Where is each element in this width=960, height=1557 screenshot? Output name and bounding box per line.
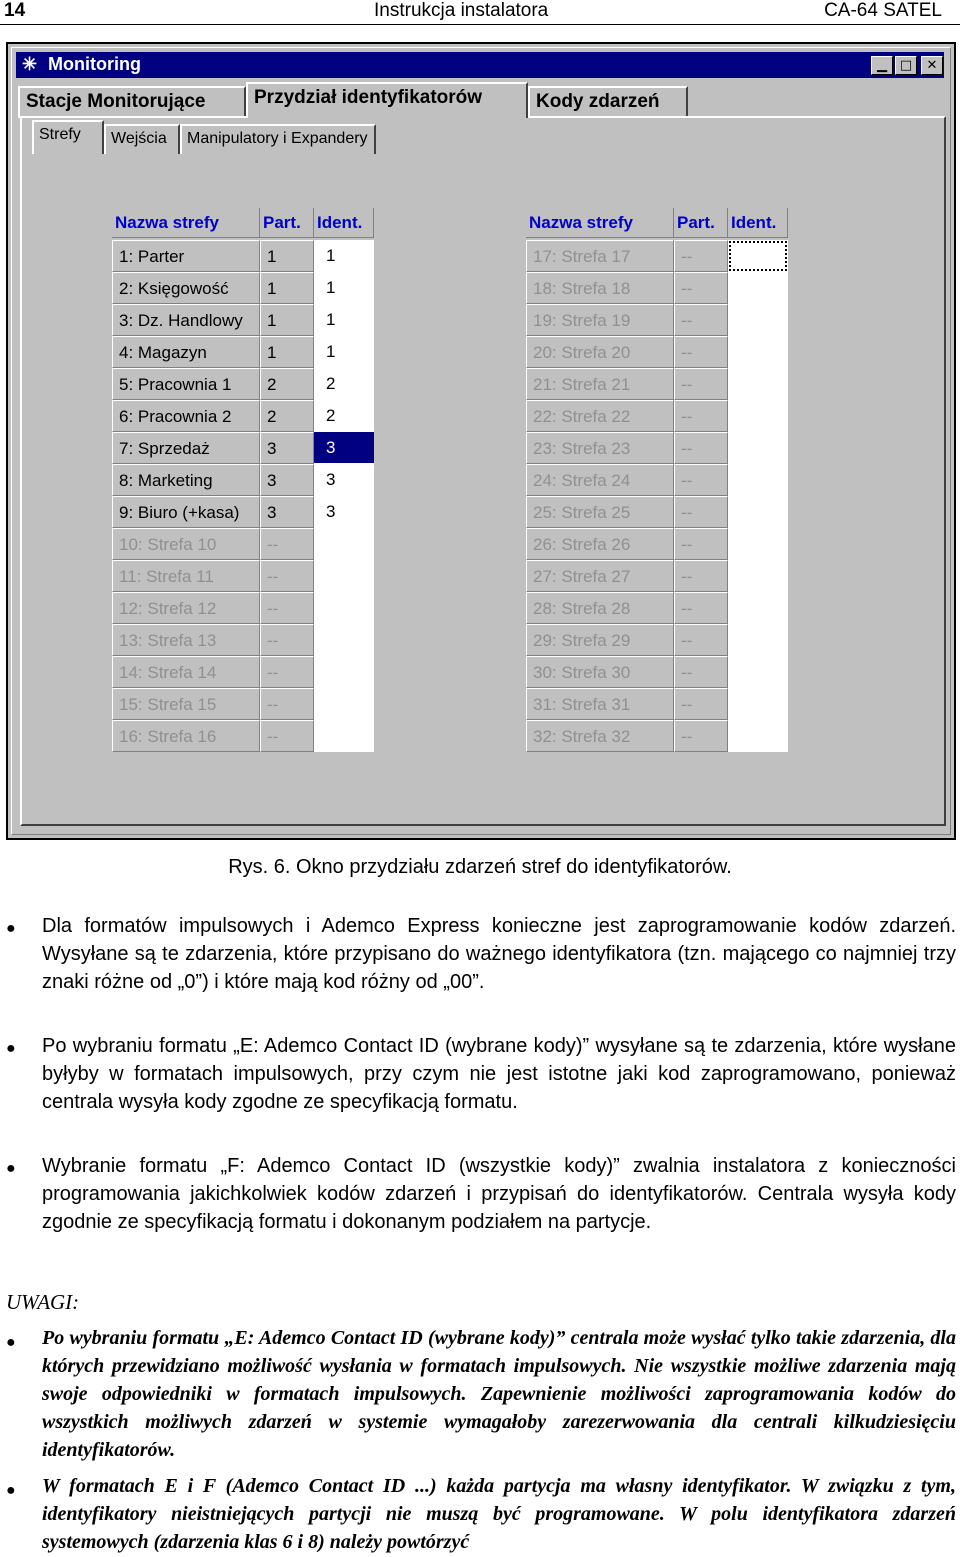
zone-partition-cell[interactable]: -- [674, 688, 728, 720]
zone-ident-cell[interactable] [728, 720, 788, 752]
zone-ident-cell[interactable] [314, 528, 374, 560]
zone-grid-right [526, 208, 788, 752]
zone-name-cell[interactable]: 18: Strefa 18 [526, 272, 674, 304]
zone-ident-cell[interactable]: 1 [314, 304, 374, 336]
zone-name-cell[interactable]: 8: Marketing [112, 464, 260, 496]
zone-ident-cell[interactable]: 1 [314, 336, 374, 368]
zone-name-cell[interactable]: 24: Strefa 24 [526, 464, 674, 496]
zone-ident-cell[interactable] [314, 560, 374, 592]
zone-partition-cell[interactable]: 3 [260, 496, 314, 528]
zone-ident-cell[interactable] [728, 464, 788, 496]
zone-ident-cell[interactable] [728, 304, 788, 336]
zone-ident-cell[interactable] [728, 432, 788, 464]
zone-name-cell[interactable]: 13: Strefa 13 [112, 624, 260, 656]
zone-name-cell[interactable]: 1: Parter [112, 240, 260, 272]
zone-partition-cell[interactable]: -- [674, 464, 728, 496]
zone-partition-cell[interactable]: 1 [260, 336, 314, 368]
figure-caption: Rys. 6. Okno przydziału zdarzeń stref do identyfikatorów. [228, 856, 732, 878]
zone-partition-cell[interactable]: -- [674, 624, 728, 656]
zone-name-cell[interactable]: 23: Strefa 23 [526, 432, 674, 464]
zone-partition-cell[interactable]: 2 [260, 400, 314, 432]
page-header [0, 0, 960, 25]
zone-partition-cell[interactable]: -- [260, 560, 314, 592]
zone-ident-cell[interactable]: 2 [314, 400, 374, 432]
zone-name-cell[interactable]: 32: Strefa 32 [526, 720, 674, 752]
zone-partition-cell[interactable]: 2 [260, 368, 314, 400]
page-number: 14 [4, 0, 26, 21]
zone-name-cell[interactable]: 27: Strefa 27 [526, 560, 674, 592]
window-titlebar[interactable] [16, 52, 944, 78]
zone-partition-cell[interactable]: -- [260, 592, 314, 624]
zone-name-cell[interactable]: 14: Strefa 14 [112, 656, 260, 688]
zone-grid-left [112, 208, 374, 752]
zone-name-cell[interactable]: 15: Strefa 15 [112, 688, 260, 720]
zone-ident-cell[interactable] [728, 528, 788, 560]
zone-name-cell[interactable]: 26: Strefa 26 [526, 528, 674, 560]
bullet-dot: ● [6, 920, 16, 937]
zone-ident-cell[interactable] [728, 624, 788, 656]
zone-name-cell[interactable]: 10: Strefa 10 [112, 528, 260, 560]
column-header-ident: Ident. [314, 208, 374, 238]
zone-name-cell[interactable]: 3: Dz. Handlowy [112, 304, 260, 336]
zone-name-cell[interactable]: 29: Strefa 29 [526, 624, 674, 656]
subtab-wejscia[interactable]: Wejścia [104, 124, 180, 154]
zone-partition-cell[interactable]: -- [674, 368, 728, 400]
zone-partition-cell[interactable]: -- [674, 240, 728, 272]
zone-name-cell[interactable]: 6: Pracownia 2 [112, 400, 260, 432]
tab-przydzial-identyfikatorow[interactable]: Przydział identyfikatorów [246, 82, 528, 118]
zone-name-cell[interactable]: 21: Strefa 21 [526, 368, 674, 400]
zone-partition-cell[interactable]: -- [260, 720, 314, 752]
tab-kody-zdarzen[interactable]: Kody zdarzeń [528, 86, 688, 118]
zone-partition-cell[interactable]: 3 [260, 464, 314, 496]
bullet-dot: ● [6, 1482, 16, 1499]
bullet-dot: ● [6, 1040, 16, 1057]
minimize-button[interactable]: ▁ [871, 56, 893, 75]
zone-ident-cell[interactable] [728, 688, 788, 720]
zone-ident-cell[interactable]: 3 [314, 432, 374, 464]
zone-name-cell[interactable]: 12: Strefa 12 [112, 592, 260, 624]
column-header-part: Part. [260, 208, 314, 238]
zone-ident-cell[interactable] [728, 400, 788, 432]
bullet-text-2: Po wybraniu formatu „E: Ademco Contact ID (wybrane kody)” wysyłane są te zdarzenia, które wysłane byłyby w formatach impulsowych, przy czym nie jest istotne jaki kod zaprogramowano, ponieważ centrala wysyła kody zgodne ze specyfikacją formatu. [42, 1035, 956, 1113]
zone-partition-cell[interactable]: -- [674, 272, 728, 304]
zone-ident-cell[interactable] [728, 560, 788, 592]
zone-ident-cell[interactable] [728, 272, 788, 304]
zone-ident-cell[interactable]: 3 [314, 464, 374, 496]
zone-name-cell[interactable]: 11: Strefa 11 [112, 560, 260, 592]
bullet-text-1: Dla formatów impulsowych i Ademco Express konieczne jest zaprogramowanie kodów zdarzeń. Wysyłane są te zdarzenia, które przypisano do ważnego identyfikatora (tzn. mającego co najmniej trzy znaki różne od „0”) i które mają kod różny od „00”. [42, 915, 956, 993]
header-model: CA-64 SATEL [824, 0, 942, 21]
zone-ident-cell[interactable] [728, 496, 788, 528]
zone-name-cell[interactable]: 16: Strefa 16 [112, 720, 260, 752]
note-text-1: Po wybraniu formatu „E: Ademco Contact ID (wybrane kody)” centrala może wysłać tylko takie zdarzenia, dla których przewidziano możliwość wysłania w formatach impulsowych. Nie wszystkie możliwe zdarzenia mają swoje odpowiedniki w formatach impulsowych. Zapewnienie możliwości zaprogramowania kodów do wszystkich możliwych zdarzeń w systemie wymagałoby zarezerwowania dla centrali kilkudziesięciu identyfikatorów. [42, 1327, 956, 1461]
zone-name-cell[interactable]: 9: Biuro (+kasa) [112, 496, 260, 528]
zone-name-cell[interactable]: 22: Strefa 22 [526, 400, 674, 432]
bullet-dot: ● [6, 1334, 16, 1351]
zone-partition-cell[interactable]: -- [674, 720, 728, 752]
zone-partition-cell[interactable]: -- [674, 304, 728, 336]
zone-name-cell[interactable]: 17: Strefa 17 [526, 240, 674, 272]
zone-partition-cell[interactable]: 3 [260, 432, 314, 464]
zone-ident-cell[interactable]: 2 [314, 368, 374, 400]
zone-name-cell[interactable]: 28: Strefa 28 [526, 592, 674, 624]
zone-partition-cell[interactable]: -- [674, 656, 728, 688]
zone-ident-cell[interactable] [728, 240, 788, 272]
zone-partition-cell[interactable]: -- [260, 688, 314, 720]
zone-ident-cell[interactable] [728, 336, 788, 368]
zone-ident-cell[interactable]: 3 [314, 496, 374, 528]
zone-ident-cell[interactable]: 1 [314, 240, 374, 272]
column-header-name: Nazwa strefy [526, 208, 674, 238]
zone-ident-cell[interactable] [728, 368, 788, 400]
zone-name-cell[interactable]: 7: Sprzedaż [112, 432, 260, 464]
zone-partition-cell[interactable]: -- [260, 624, 314, 656]
zone-name-cell[interactable]: 19: Strefa 19 [526, 304, 674, 336]
notes-heading: UWAGI: [6, 1290, 80, 1314]
zone-partition-cell[interactable]: -- [674, 400, 728, 432]
tab-stacje-monitorujace[interactable]: Stacje Monitorujące [18, 86, 246, 118]
subtab-strefy[interactable]: Strefy [32, 120, 104, 154]
zone-ident-cell[interactable] [314, 592, 374, 624]
zone-ident-cell[interactable] [314, 624, 374, 656]
close-button[interactable]: ✕ [921, 56, 943, 75]
zone-ident-cell[interactable] [314, 720, 374, 752]
zone-partition-cell[interactable]: 1 [260, 272, 314, 304]
zone-partition-cell[interactable]: -- [674, 528, 728, 560]
bullet-dot: ● [6, 1160, 16, 1177]
zone-ident-cell[interactable] [314, 688, 374, 720]
window-title: Monitoring [48, 54, 141, 74]
zone-partition-cell[interactable]: -- [674, 496, 728, 528]
zone-partition-cell[interactable]: 1 [260, 304, 314, 336]
header-title: Instrukcja instalatora [374, 0, 549, 21]
zone-name-cell[interactable]: 4: Magazyn [112, 336, 260, 368]
zone-partition-cell[interactable]: -- [674, 432, 728, 464]
zone-partition-cell[interactable]: -- [674, 592, 728, 624]
subtab-manipulatory-expandery[interactable]: Manipulatory i Expandery [180, 124, 376, 154]
zone-name-cell[interactable]: 31: Strefa 31 [526, 688, 674, 720]
zone-ident-cell[interactable]: 1 [314, 272, 374, 304]
zone-partition-cell[interactable]: -- [260, 656, 314, 688]
zone-name-cell[interactable]: 25: Strefa 25 [526, 496, 674, 528]
column-header-name: Nazwa strefy [112, 208, 260, 238]
zone-name-cell[interactable]: 20: Strefa 20 [526, 336, 674, 368]
bullet-text-3: Wybranie formatu „F: Ademco Contact ID (wszystkie kody)” zwalnia instalatora z konieczności programowania jakichkolwiek kodów zdarzeń i przypisań do identyfikatorów. Centrala wysyła kody zgodnie ze specyfikacją formatu i dokonanym podziałem na partycje. [42, 1155, 956, 1233]
zone-name-cell[interactable]: 2: Księgowość [112, 272, 260, 304]
zone-ident-cell[interactable] [728, 592, 788, 624]
maximize-button[interactable]: □ [895, 56, 917, 75]
zone-partition-cell[interactable]: 1 [260, 240, 314, 272]
zone-ident-cell[interactable] [728, 656, 788, 688]
app-star-icon: ✳ [22, 54, 38, 74]
zone-ident-cell[interactable] [314, 656, 374, 688]
zone-partition-cell[interactable]: -- [674, 560, 728, 592]
zone-partition-cell[interactable]: -- [674, 336, 728, 368]
column-header-part: Part. [674, 208, 728, 238]
zone-name-cell[interactable]: 5: Pracownia 1 [112, 368, 260, 400]
note-text-2: W formatach E i F (Ademco Contact ID ...) każda partycja ma własny identyfikator. W związku z tym, identyfikatory nieistniejących partycji nie muszą być programowane. W polu identyfikatora zdarzeń systemowych (zdarzenia klas 6 i 8) należy powtórzyć [42, 1475, 956, 1553]
zone-name-cell[interactable]: 30: Strefa 30 [526, 656, 674, 688]
column-header-ident: Ident. [728, 208, 788, 238]
zone-partition-cell[interactable]: -- [260, 528, 314, 560]
